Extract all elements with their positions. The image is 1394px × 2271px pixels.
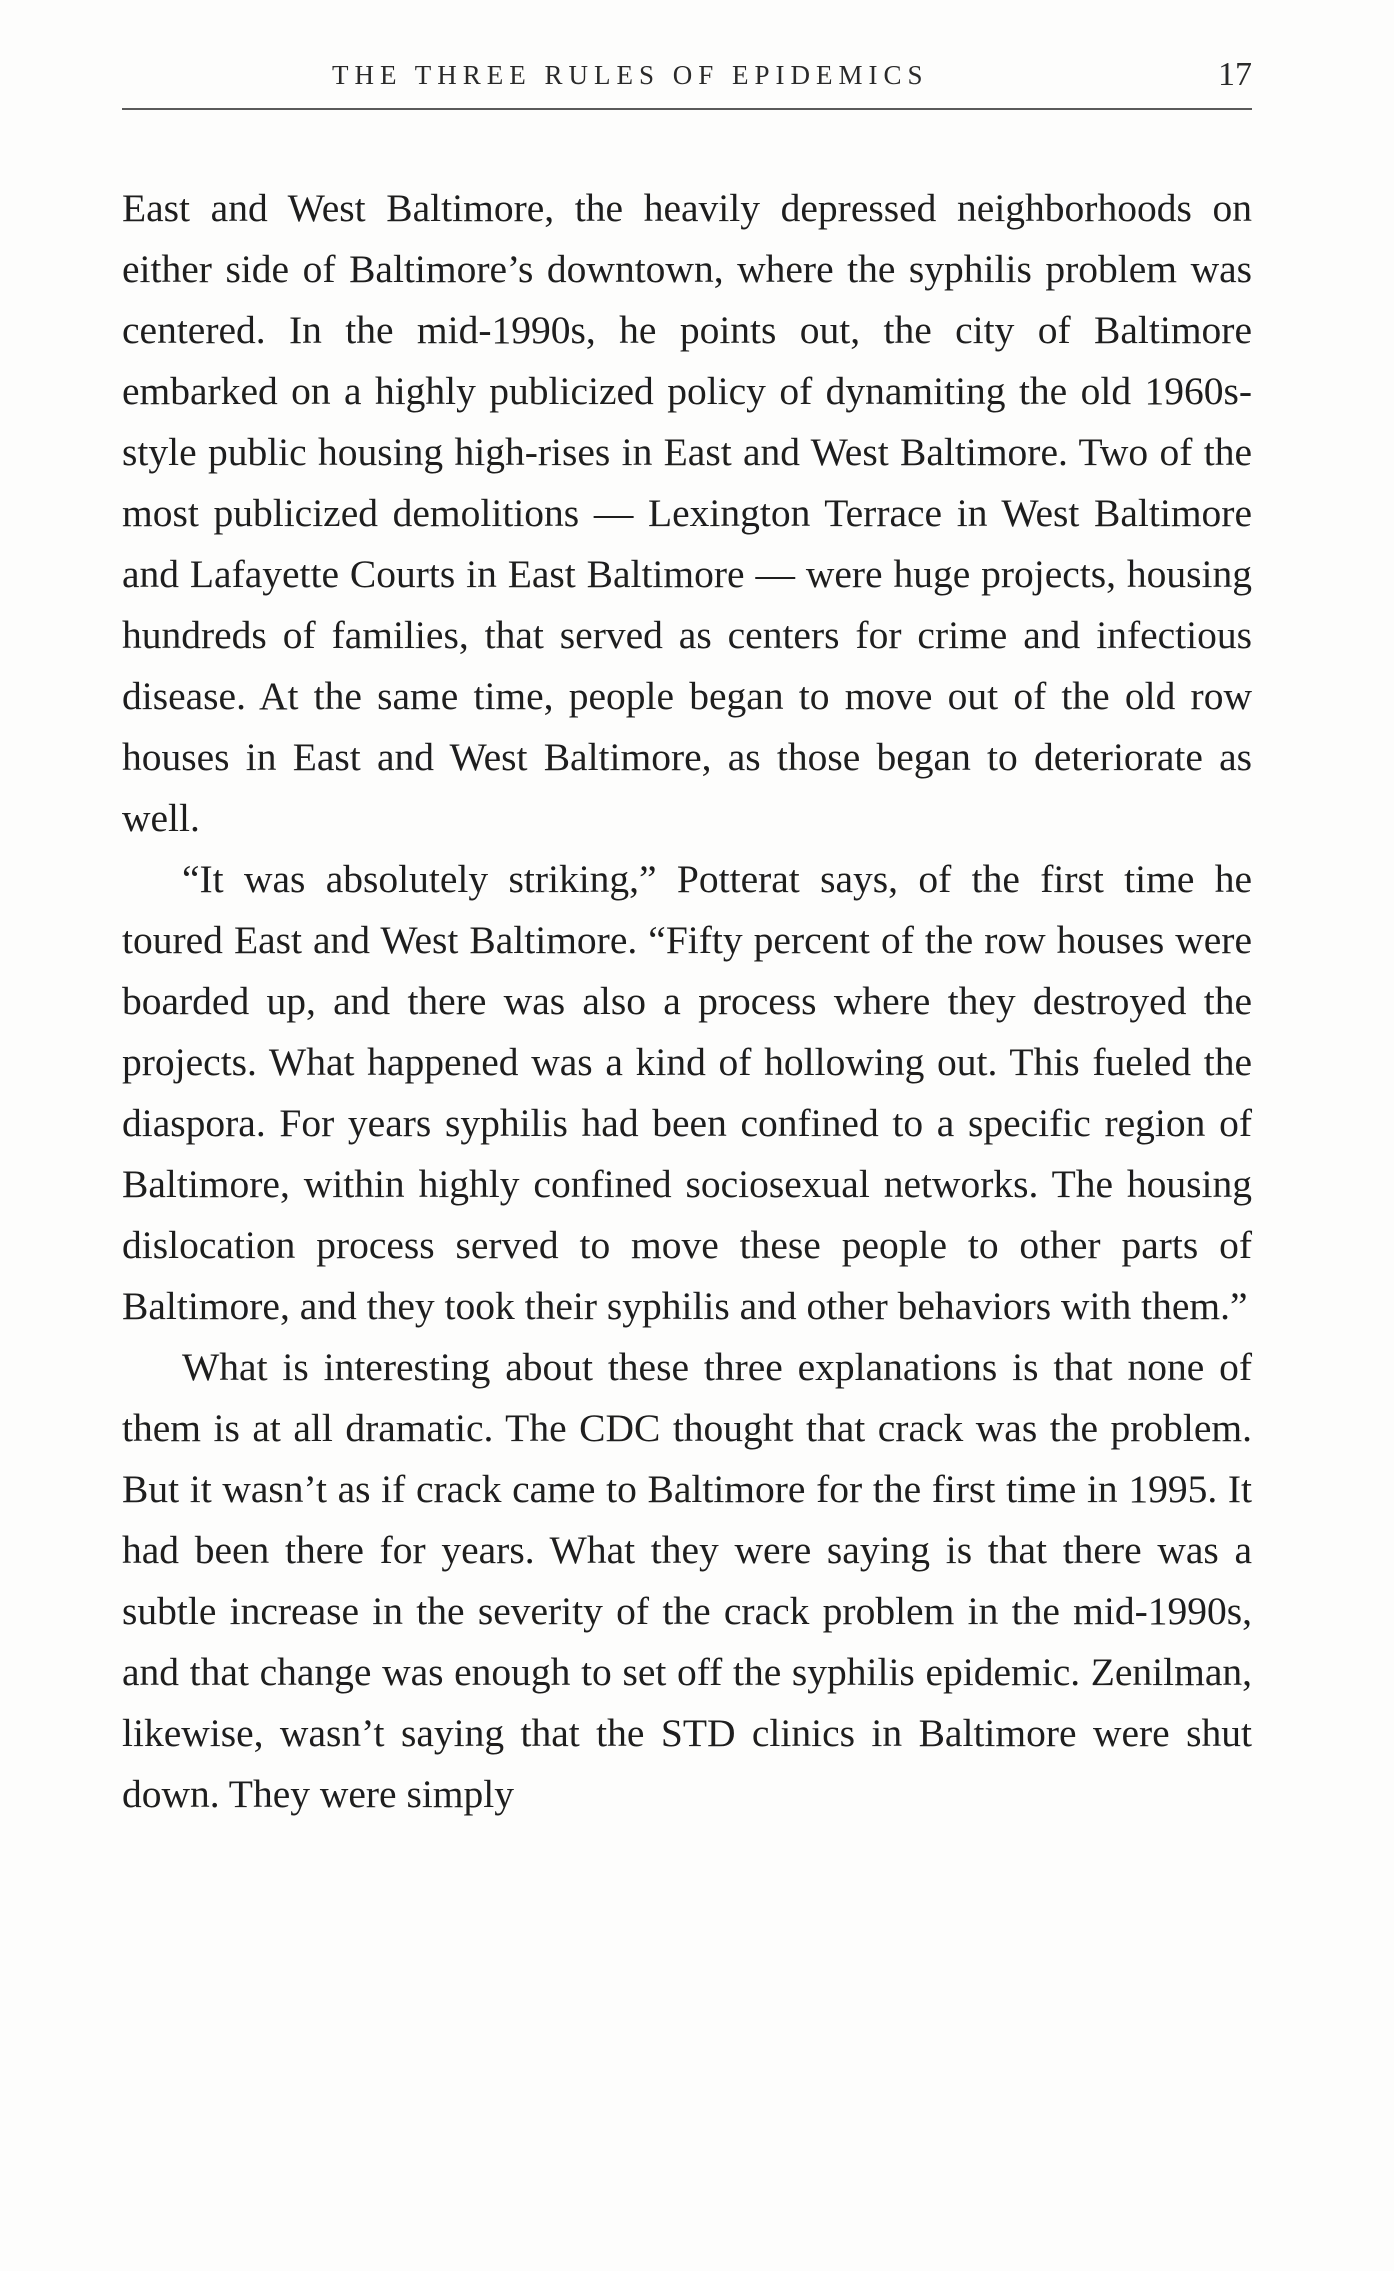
running-title: THE THREE RULES OF EPIDEMICS [332, 60, 929, 90]
header-rule [122, 108, 1252, 110]
running-head [122, 50, 1252, 110]
paragraph-2: “It was absolutely striking,” Potterat says, of the first time he toured East and West Baltimore. “Fifty percent of the row houses were boarded up, and there was also a process where they destroyed the projects. What happened was a kind of hollowing out. This fueled the diaspora. For years syphilis had been confined to a specific region of Baltimore, within highly confined sociosexual networks. The housing dislocation process served to move these people to other parts of Baltimore, and they took their syphilis and other behaviors with them.” [122, 857, 1252, 1328]
paragraph-3: What is interesting about these three explanations is that none of them is at all dramatic. The CDC thought that crack was the problem. But it wasn’t as if crack came to Baltimore for the first time in 1995. It had been there for years. What they were saying is that there was a subtle increase in the severity of the crack problem in the mid-1990s, and that change was enough to set off the syphilis epidemic. Zenilman, likewise, wasn’t saying that the STD clinics in Baltimore were shut down. They were simply [122, 1345, 1252, 1816]
page-number: 17 [1218, 56, 1252, 93]
body-text [122, 178, 1252, 1825]
paragraph-1: East and West Baltimore, the heavily depressed neighborhoods on either side of Baltimore’s downtown, where the syphilis problem was centered. In the mid-1990s, he points out, the city of Baltimore embarked on a highly publicized policy of dynamiting the old 1960s-style public housing high-rises in East and West Baltimore. Two of the most publicized demolitions — Lexington Terrace in West Baltimore and Lafayette Courts in East Baltimore — were huge projects, housing hundreds of families, that served as centers for crime and infectious disease. At the same time, people began to move out of the old row houses in East and West Baltimore, as those began to deteriorate as well. [122, 186, 1252, 840]
